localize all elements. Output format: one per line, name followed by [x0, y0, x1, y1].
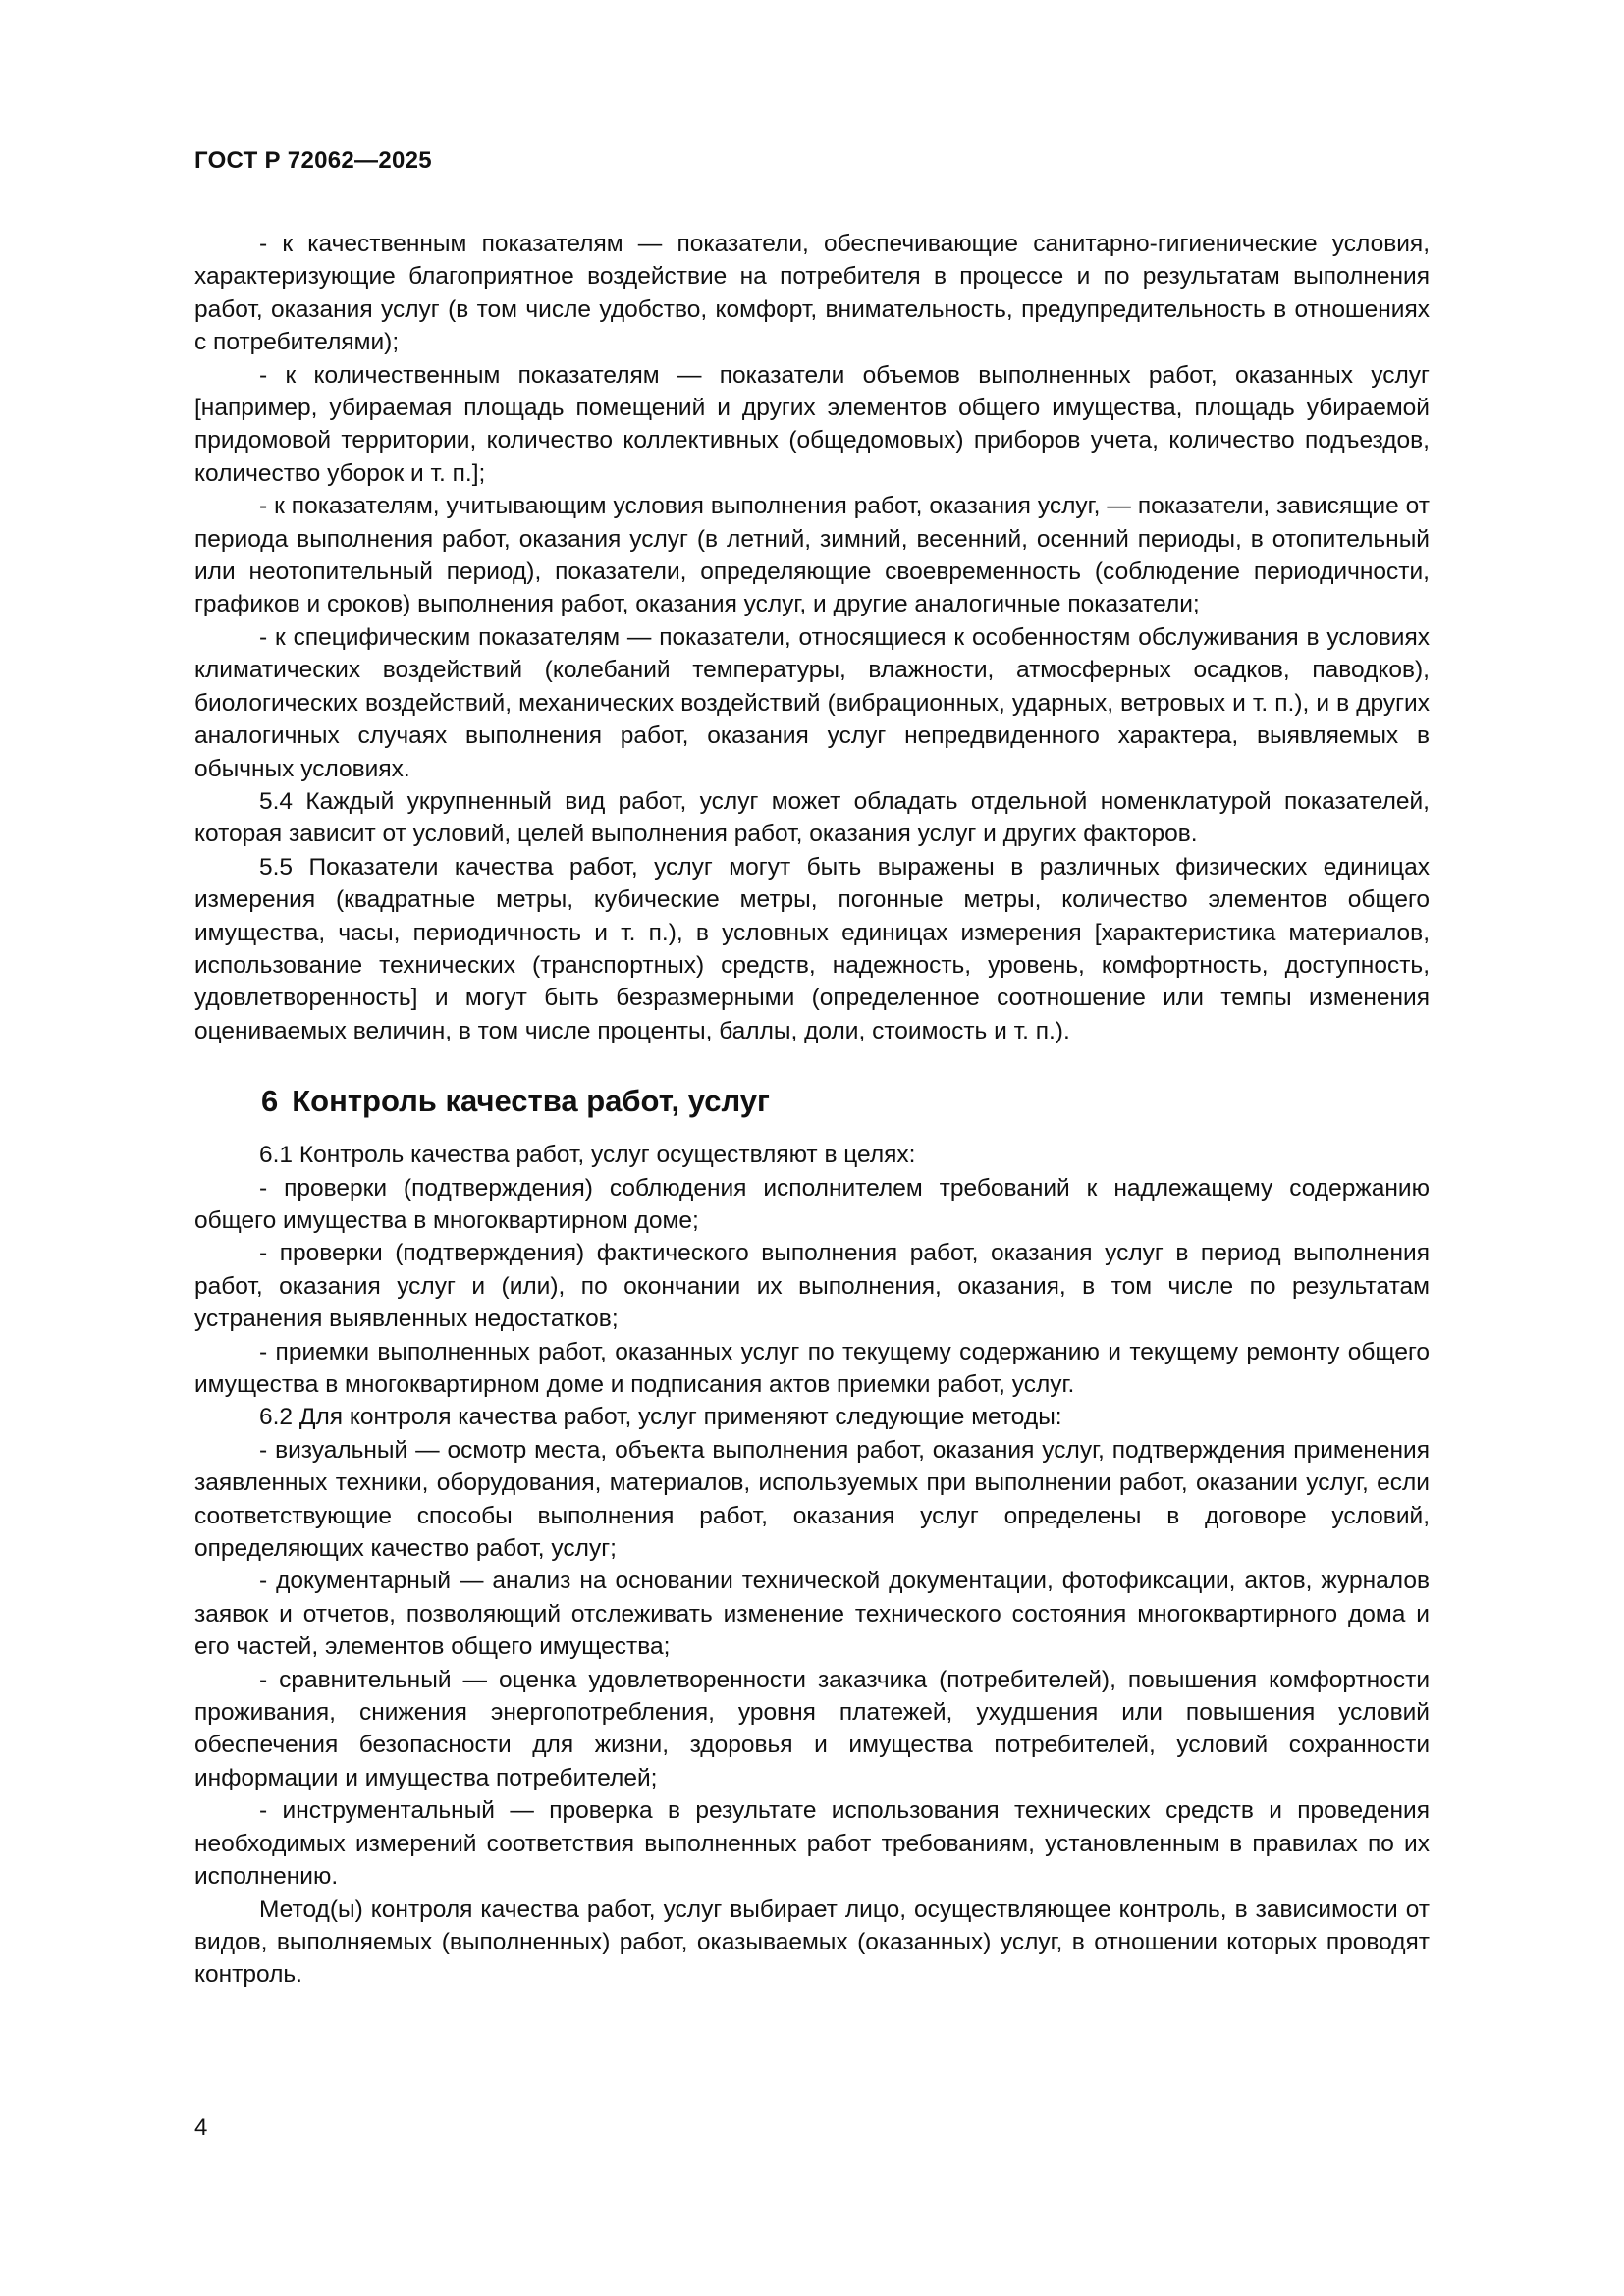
list-item-condition-indicators: - к показателям, учитывающим условия выполнения работ, оказания услуг, — показатели, зависящие от периода выполнения работ, оказания услуг (в летний, зимний, весенний, осенний периоды, в отопительный или неотопительный период), показатели, определяющие своевременность (соблюдение периодичности, графиков и сроков) выполнения работ, оказания услуг, и другие аналогичные показатели; — [194, 493, 1430, 618]
method-selection-paragraph: Метод(ы) контроля качества работ, услуг выбирает лицо, осуществляющее контроль, в зависимости от видов, выполняемых (выполненных) работ, оказываемых (оказанных) услуг, в отношении которых проводят контроль. — [194, 1896, 1430, 1989]
section-6-heading — [194, 1082, 1430, 1121]
page-number: 4 — [194, 2114, 208, 2141]
section-number: 6 — [261, 1084, 279, 1119]
list-item-specific-indicators: - к специфическим показателям — показатели, относящиеся к особенностям обслуживания в условиях климатических воздействий (колебаний температуры, влажности, атмосферных осадков, паводков), биологических воздействий, механических воздействий (вибрационных, ударных, ветровых и т. п.), и в других аналогичных случаях выполнения работ, оказания услуг непредвиденного характера, выявляемых в обычных условиях. — [194, 623, 1430, 782]
document-body — [194, 228, 1430, 1992]
list-item-documentary-method: - документарный — анализ на основании технической документации, фотофиксации, актов, журналов заявок и отчетов, позволяющий отслеживать изменение технического состояния многоквартирного дома и его частей, элементов общего имущества; — [194, 1568, 1430, 1661]
list-item-quantitative-indicators: - к количественным показателям — показатели объемов выполненных работ, оказанных услуг [например, убираемая площадь помещений и других элементов общего имущества, площадь убираемой придомовой территории, количество коллективных (общедомовых) приборов учета, количество подъездов, количество уборок и т. п.]; — [194, 361, 1430, 487]
clause-6-2: 6.2 Для контроля качества работ, услуг применяют следующие методы: — [259, 1404, 1062, 1431]
document-code-header: ГОСТ Р 72062—2025 — [194, 147, 432, 174]
list-item-acceptance: - приемки выполненных работ, оказанных услуг по текущему содержанию и текущему ремонту общего имущества в многоквартирном доме и подписания актов приемки работ, услуг. — [194, 1338, 1430, 1398]
section-title-text: Контроль качества работ, услуг — [292, 1084, 770, 1119]
list-item-visual-method: - визуальный — осмотр места, объекта выполнения работ, оказания услуг, подтверждения применения заявленных техники, оборудования, материалов, используемых при выполнении работ, оказании услуг, если соответствующие способы выполнения работ, оказания услуг определены в договоре условий, определяющих качество работ, услуг; — [194, 1436, 1430, 1563]
list-item-instrumental-method: - инструментальный — проверка в результате использования технических средств и проведения необходимых измерений соответствия выполненных работ требованиям, установленным в правилах по их исполнению. — [194, 1797, 1430, 1891]
clause-5-5: 5.5 Показатели качества работ, услуг могут быть выражены в различных физических единицах измерения (квадратные метры, кубические метры, погонные метры, количество элементов общего имущества, часы, периодичность и т. п.), в условных единицах измерения [характеристика материалов, использование технических (транспортных) средств, надежность, уровень, комфортность, доступность, удовлетворенность] и могут быть безразмерными (определенное соотношение или темпы изменения оцениваемых величин, в том числе проценты, баллы, доли, стоимость и т. п.). — [194, 853, 1430, 1044]
clause-5-4: 5.4 Каждый укрупненный вид работ, услуг может обладать отдельной номенклатурой показателей, которая зависит от условий, целей выполнения работ, оказания услуг и других факторов. — [194, 787, 1430, 848]
list-item-qualitative-indicators: - к качественным показателям — показатели, обеспечивающие санитарно-гигиенические условия, характеризующие благоприятное воздействие на потребителя в процессе и по результатам выполнения работ, оказания услуг (в том числе удобство, комфорт, внимательность, предупредительность в отношениях с потребителями); — [194, 231, 1430, 356]
list-item-compliance-check: - проверки (подтверждения) соблюдения исполнителем требований к надлежащему содержанию общего имущества в многоквартирном доме; — [194, 1174, 1430, 1234]
list-item-actual-performance-check: - проверки (подтверждения) фактического выполнения работ, оказания услуг в период выполнения работ, оказания услуг и (или), по окончании их выполнения, оказания, в том числе по результатам устранения выявленных недостатков; — [194, 1240, 1430, 1333]
clause-6-1: 6.1 Контроль качества работ, услуг осуществляют в целях: — [259, 1142, 916, 1169]
list-item-comparative-method: - сравнительный — оценка удовлетворенности заказчика (потребителей), повышения комфортности проживания, снижения энергопотребления, уровня платежей, ухудшения или повышения условий обеспечения безопасности для жизни, здоровья и имущества потребителей, условий сохранности информации и имущества потребителей; — [194, 1666, 1430, 1791]
